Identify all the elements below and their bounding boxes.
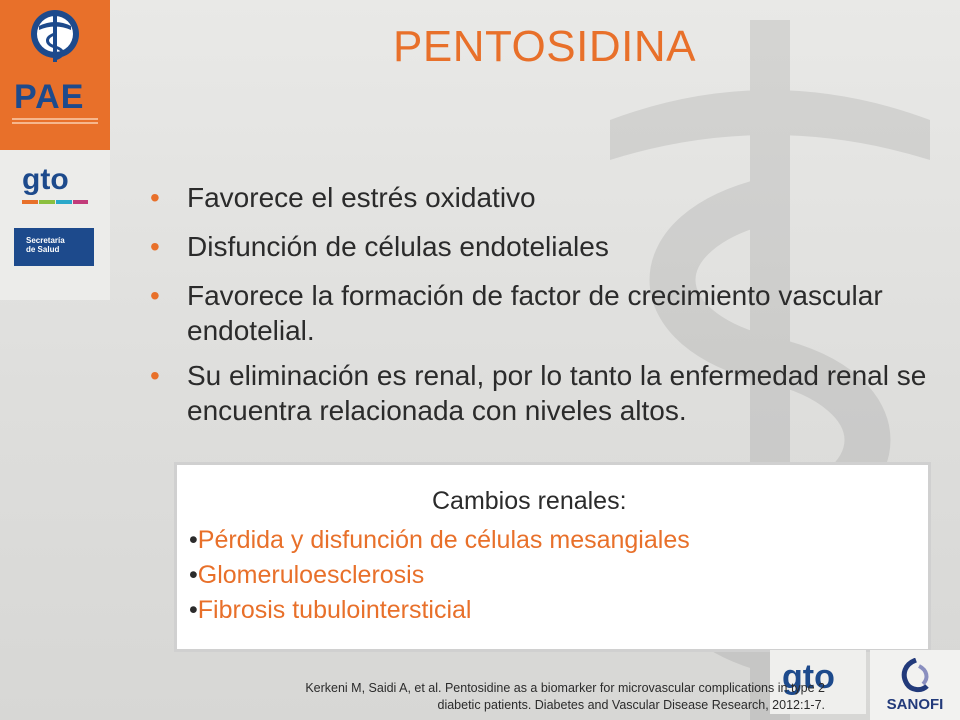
bullet-dot: • xyxy=(150,280,160,311)
reference-line2: diabetic patients. Diabetes and Vascular Disease Research, 2012:1-7. xyxy=(437,698,825,712)
renal-item xyxy=(189,593,690,628)
bullet-text: Su eliminación es renal, por lo tanto la enfermedad renal se encuentra relacionada con niveles altos. xyxy=(187,360,927,426)
renal-bullet-dot: • xyxy=(189,561,198,589)
gto-logo-text: gto xyxy=(22,163,69,196)
bullet-dot: • xyxy=(150,360,160,391)
pae-logo-subtitle xyxy=(12,116,98,126)
bullet-item xyxy=(150,278,940,348)
bullet-item xyxy=(150,180,940,215)
renal-bullet-dot: • xyxy=(189,526,198,554)
renal-item-text: Pérdida y disfunción de células mesangiales xyxy=(197,526,690,554)
renal-item xyxy=(189,558,690,593)
reference-citation xyxy=(205,680,825,714)
bullet-text: Favorece la formación de factor de crecimiento vascular endotelial. xyxy=(187,280,883,346)
renal-list xyxy=(189,523,690,628)
renal-bullet-dot: • xyxy=(189,596,198,624)
bullet-list xyxy=(150,180,940,442)
bullet-dot: • xyxy=(150,182,160,213)
sidebar xyxy=(0,0,110,300)
sanofi-logo xyxy=(870,650,960,720)
bullet-item xyxy=(150,358,940,428)
bullet-dot: • xyxy=(150,231,160,262)
renal-item xyxy=(189,523,690,558)
pae-logo-block xyxy=(0,0,110,150)
renal-item-text: Fibrosis tubulointersticial xyxy=(197,596,472,624)
secretaria-line2: de Salud xyxy=(26,245,60,254)
sanofi-name: SANOFI xyxy=(886,696,944,713)
pae-logo-text: PAE xyxy=(14,78,85,116)
secretaria-salud-logo xyxy=(14,228,94,266)
reference-line1: Kerkeni M, Saidi A, et al. Pentosidine as a biomarker for microvascular complications in type 2 xyxy=(305,681,825,695)
gto-colors-icon xyxy=(22,200,88,208)
gto-footer-text: gto xyxy=(782,658,835,696)
sanofi-mark-icon xyxy=(899,658,933,694)
renal-item-text: Glomeruloesclerosis xyxy=(197,561,425,589)
slide-title: PENTOSIDINA xyxy=(393,22,696,71)
renal-box-title: Cambios renales: xyxy=(432,487,627,515)
caduceus-icon xyxy=(25,4,85,76)
secretaria-line1: Secretaría xyxy=(26,236,65,245)
renal-changes-box xyxy=(174,462,931,652)
bullet-text: Favorece el estrés oxidativo xyxy=(187,182,536,213)
gto-logo-block xyxy=(0,150,110,300)
bullet-text: Disfunción de células endoteliales xyxy=(187,231,609,262)
bullet-item xyxy=(150,229,940,264)
